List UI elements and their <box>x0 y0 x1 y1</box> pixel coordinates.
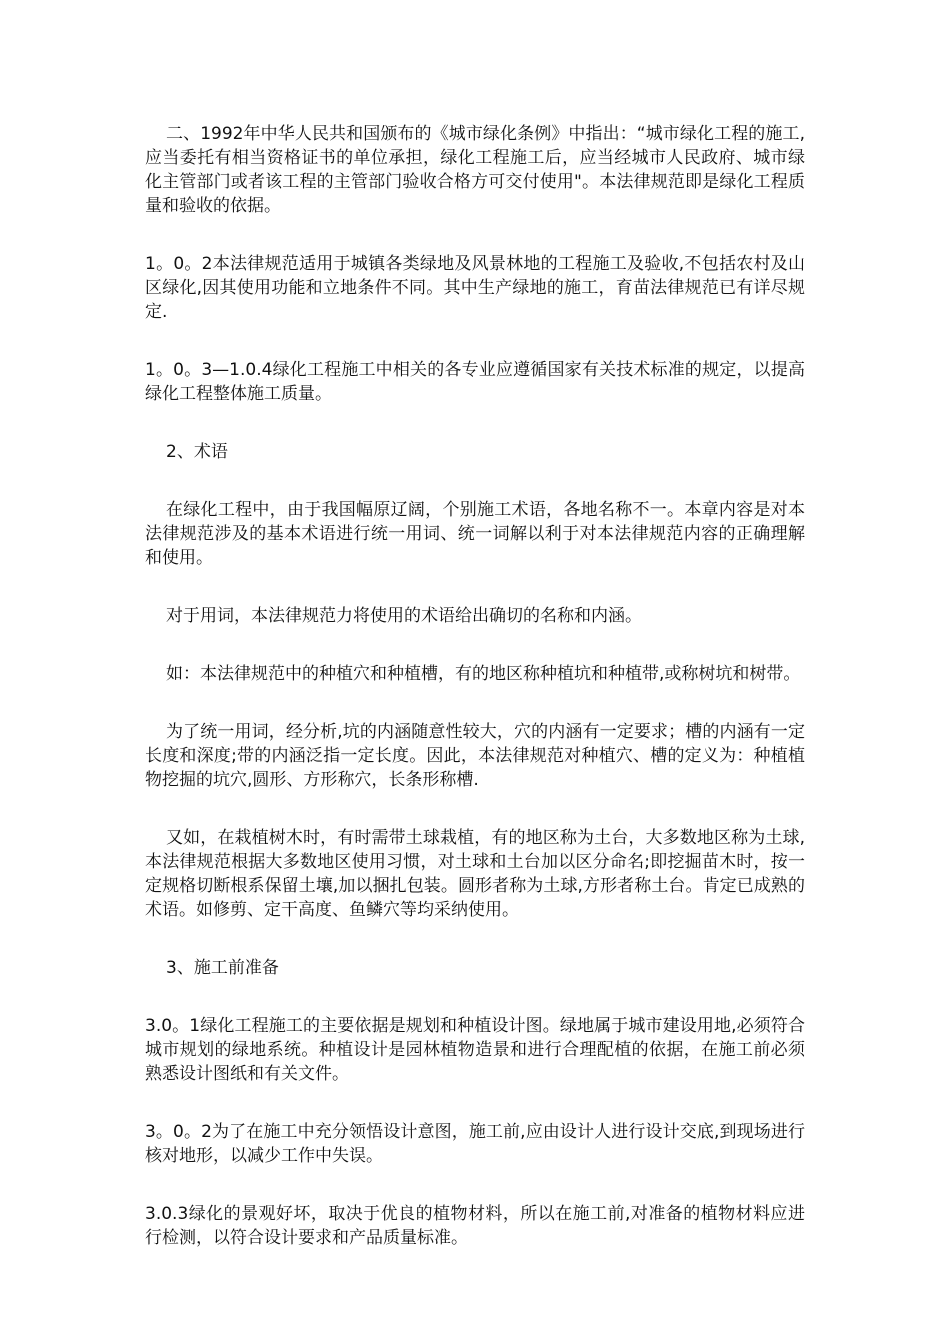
paragraph-terms-intro: 在绿化工程中，由于我国幅原辽阔，个别施工术语，各地名称不一。本章内容是对本法律规范涉及的基本术语进行统一用词、统一词解以利于对本法律规范内容的正确理解和使用。 <box>145 500 805 568</box>
section-heading-preparation: 3、施工前准备 <box>166 958 279 978</box>
paragraph-regulation-intro: 二、1992年中华人民共和国颁布的《城市绿化条例》中指出：“城市绿化工程的施工,应当委托有相当资格证书的单位承担，绿化工程施工后，应当经城市人民政府、城市绿化主管部门或者该工程的主管部门验收合格方可交付使用"。本法律规范即是绿化工程质量和验收的依据。 <box>145 124 805 216</box>
paragraph-terms-usage: 对于用词，本法律规范力将使用的术语给出确切的名称和内涵。 <box>166 606 642 626</box>
paragraph-planting-pit-example: 如：本法律规范中的种植穴和种植槽，有的地区称种植坑和种植带,或称树坑和树带。 <box>166 664 801 684</box>
paragraph-soil-ball-example: 又如，在栽植树木时，有时需带土球栽植，有的地区称为土台，大多数地区称为土球,本法律规范根据大多数地区使用习惯，对土球和土台加以区分命名;即挖掘苗木时，按一定规格切断根系保留土壤,加以捆扎包装。圆形者称为土球,方形者称土台。肯定已成熟的术语。如修剪、定干高度、鱼鳞穴等均采纳使用。 <box>145 828 805 920</box>
paragraph-3-0-2: 3。0。2为了在施工中充分领悟设计意图，施工前,应由设计人进行设计交底,到现场进行核对地形，以减少工作中失误。 <box>145 1122 805 1166</box>
paragraph-1-0-2: 1。0。2本法律规范适用于城镇各类绿地及风景林地的工程施工及验收,不包括农村及山区绿化,因其使用功能和立地条件不同。其中生产绿地的施工，育苗法律规范已有详尽规定. <box>145 254 805 322</box>
paragraph-1-0-3: 1。0。3—1.0.4绿化工程施工中相关的各专业应遵循国家有关技术标准的规定，以提高绿化工程整体施工质量。 <box>145 360 805 404</box>
paragraph-3-0-1: 3.0。1绿化工程施工的主要依据是规划和种植设计图。绿地属于城市建设用地,必须符合城市规划的绿地系统。种植设计是园林植物造景和进行合理配植的依据，在施工前必须熟悉设计图纸和有关文件。 <box>145 1016 805 1084</box>
section-heading-terms: 2、术语 <box>166 442 228 462</box>
paragraph-3-0-3: 3.0.3绿化的景观好坏，取决于优良的植物材料，所以在施工前,对准备的植物材料应进行检测，以符合设计要求和产品质量标准。 <box>145 1204 805 1248</box>
paragraph-pit-definition: 为了统一用词，经分析,坑的内涵随意性较大，穴的内涵有一定要求；槽的内涵有一定长度和深度;带的内涵泛指一定长度。因此，本法律规范对种植穴、槽的定义为：种植植物挖掘的坑穴,圆形、方形称穴，长条形称槽. <box>145 722 805 790</box>
document-body <box>145 122 805 1284</box>
